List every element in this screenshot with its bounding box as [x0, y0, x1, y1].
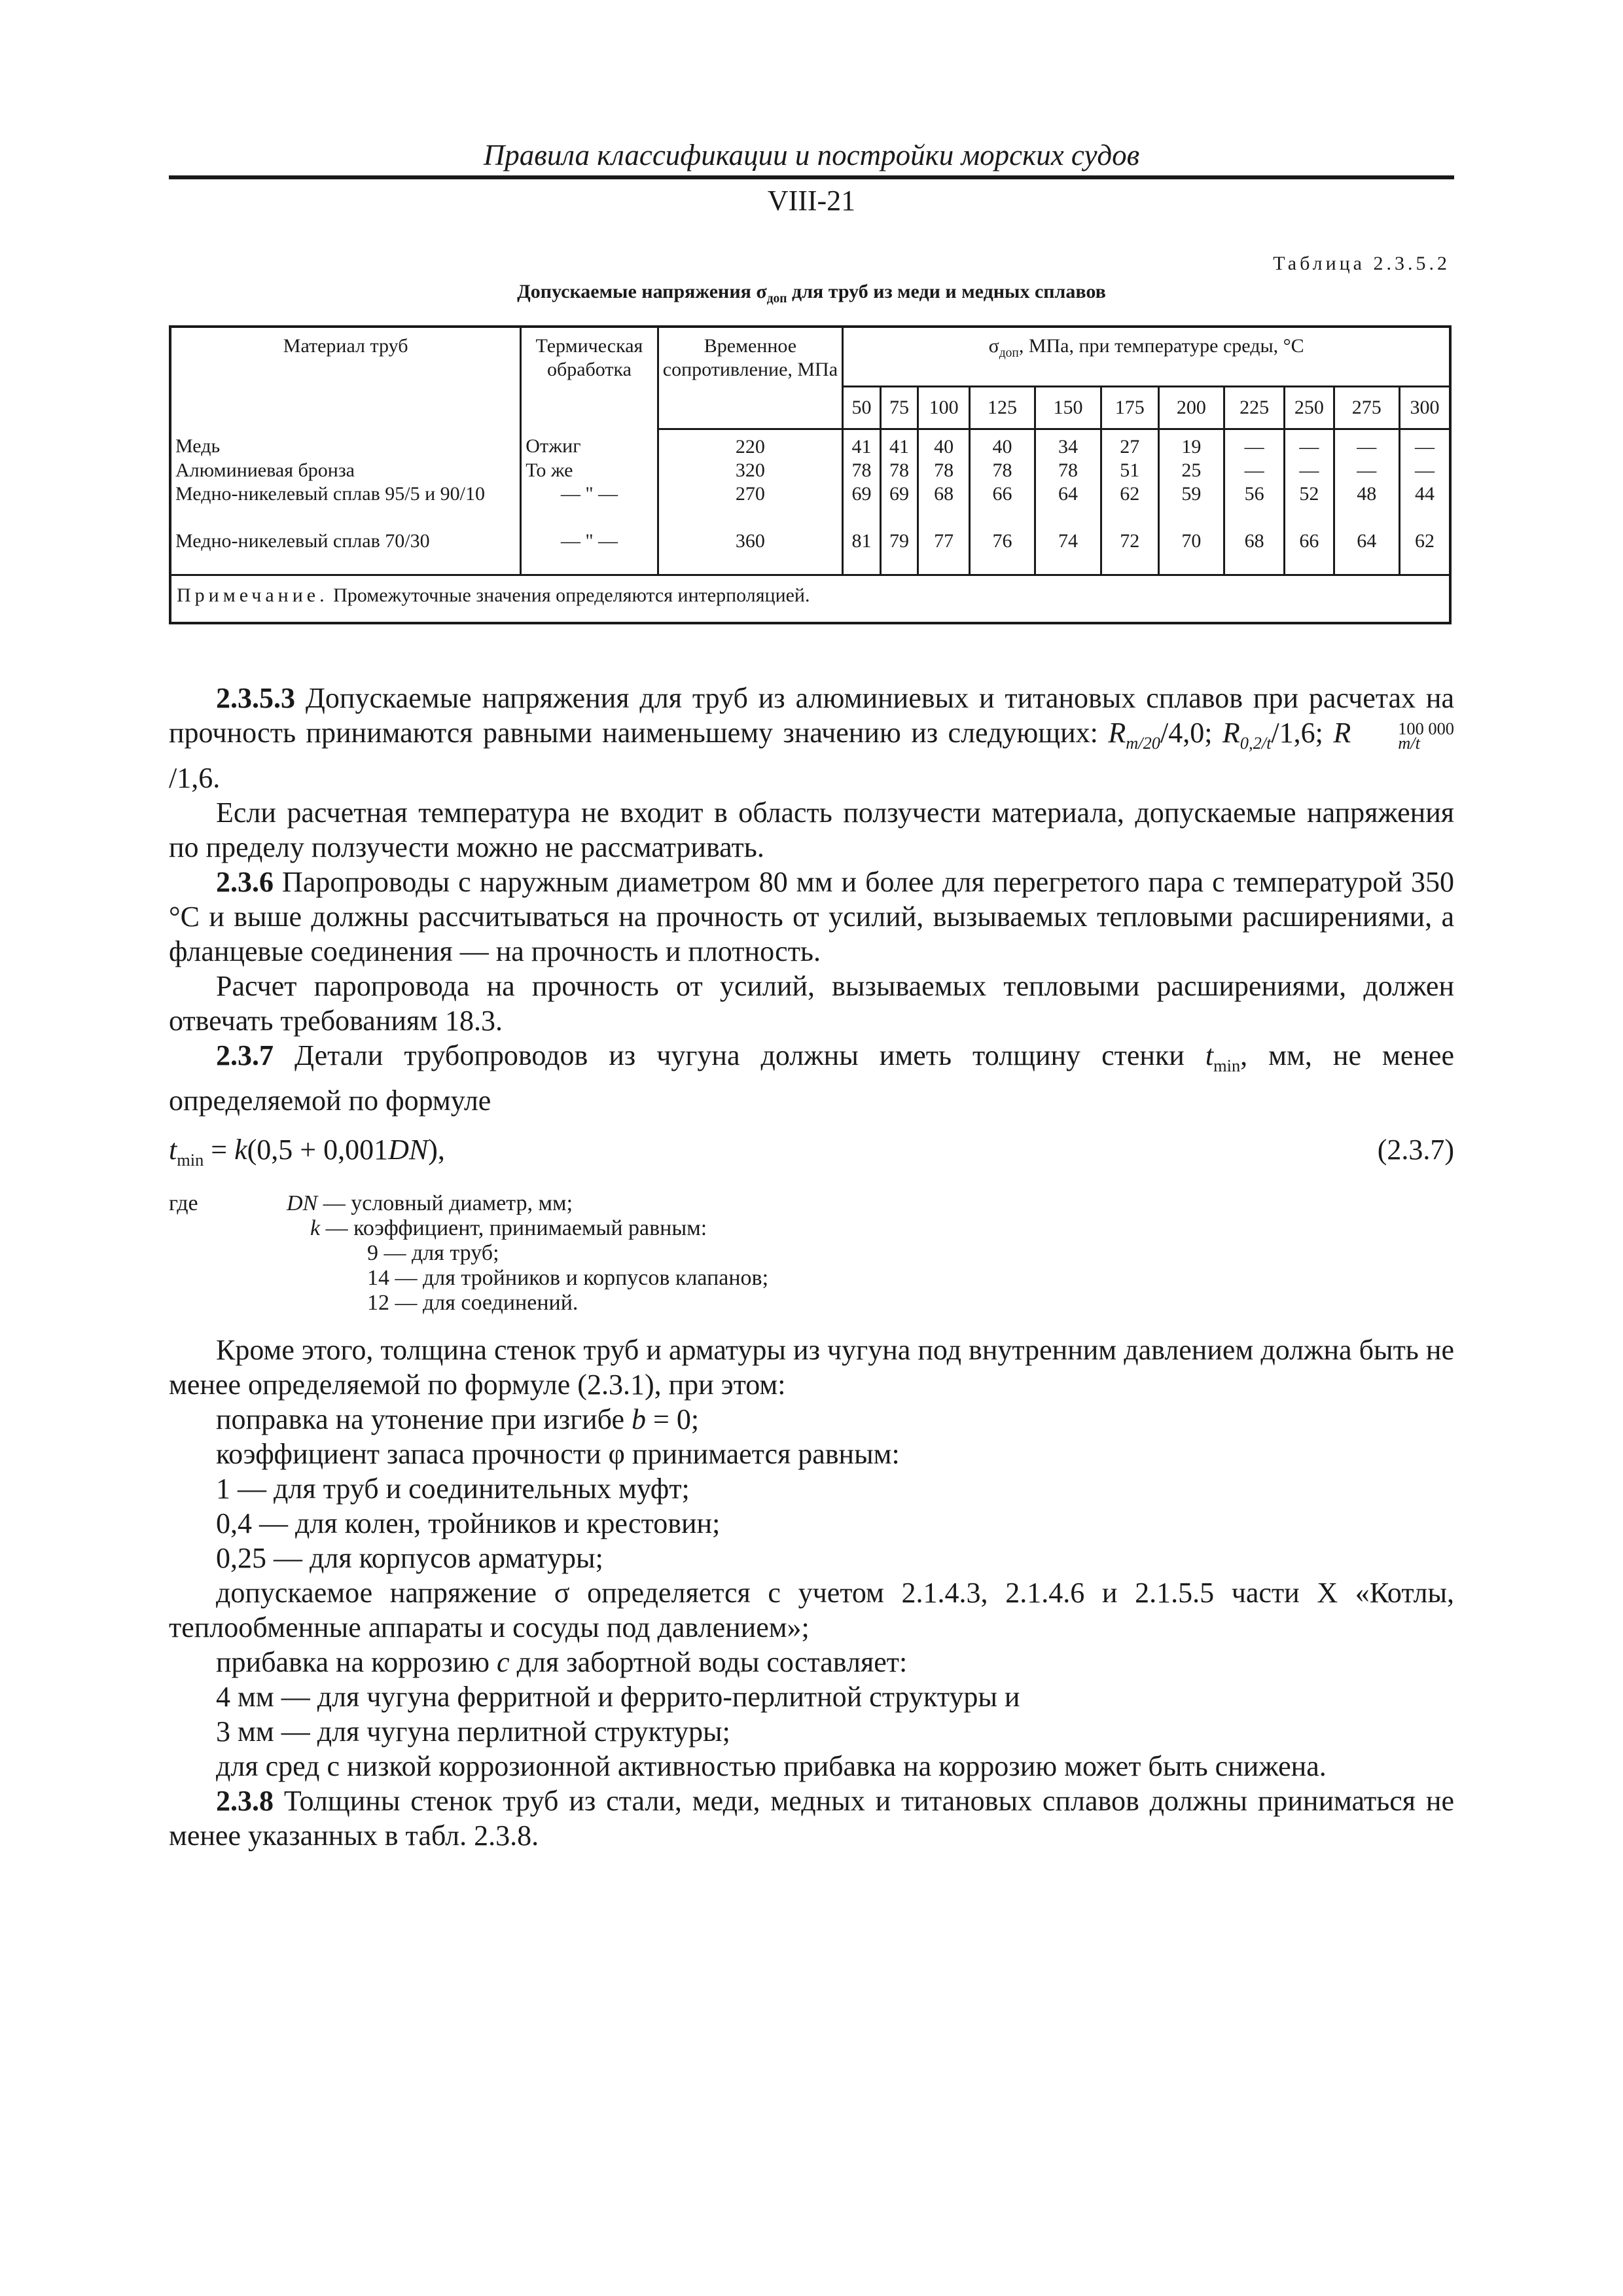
cell-value: 77: [918, 529, 969, 575]
paragraph-besides: Кроме этого, толщина стенок труб и арматуры из чугуна под внутренним давлением должна быть не менее определяемой по формуле (2.3.1), при этом:: [169, 1334, 1454, 1401]
cell-value: —: [1415, 459, 1435, 481]
cell-value: 78: [1035, 459, 1101, 482]
note-label: Примечание.: [177, 584, 329, 606]
cell-value: 70: [1158, 529, 1224, 575]
temp-header: 300: [1400, 387, 1449, 429]
cell-value: 78: [969, 459, 1035, 482]
cell-value: 78: [918, 459, 969, 482]
header-material: Материал труб: [171, 328, 521, 429]
temp-header: 200: [1158, 387, 1224, 429]
cell-value: 64: [1334, 529, 1399, 575]
header-treatment: Термическая обработка: [521, 328, 658, 429]
temp-header: 150: [1035, 387, 1101, 429]
cell-value: 69: [880, 482, 918, 529]
table-label: Таблица 2.3.5.2: [1273, 253, 1450, 274]
cell-material: Алюминиевая бронза: [171, 459, 521, 482]
legend-k-14: 14 — для тройников и корпусов клапанов;: [367, 1266, 769, 1291]
cell-value: 62: [1415, 530, 1435, 552]
temp-header: 275: [1334, 387, 1399, 429]
item-phi-025: 0,25 — для корпусов арматуры;: [216, 1542, 603, 1575]
cell-value: —: [1224, 459, 1285, 482]
cell-value: 40: [918, 429, 969, 459]
page-number: VIII-21: [767, 185, 856, 217]
running-title: Правила классификации и постройки морских судов: [483, 139, 1140, 171]
cell-treatment: Отжиг: [521, 429, 658, 459]
item-corrosion: прибавка на коррозию c для забортной воды составляет:: [216, 1646, 908, 1679]
item-phi: коэффициент запаса прочности φ принимается равным:: [216, 1438, 900, 1471]
table-note: [171, 575, 1449, 617]
cell-value: 62: [1101, 482, 1158, 529]
cell-value: 64: [1035, 482, 1101, 529]
cell-value: 41: [843, 429, 881, 459]
table-row: [171, 482, 1449, 529]
cell-strength: 360: [658, 529, 843, 575]
item-sigma: допускаемое напряжение σ определяется с учетом 2.1.4.3, 2.1.4.6 и 2.1.5.5 части X «Котлы, теплообменные аппараты и сосуды под давлением»;: [169, 1577, 1454, 1644]
cell-value: 69: [843, 482, 881, 529]
section-2-3-6: 2.3.6 Паропроводы с наружным диаметром 80 мм и более для перегретого пара с температурой 350 °С и выше должны рассчитываться на прочность от усилий, вызываемых тепловыми расширениями, а фланцевые соединения — на прочность и плотность.: [169, 865, 1454, 967]
formula-expression: $t_{min} = k(0,5 + 0,001DN)$,: [169, 1133, 445, 1170]
paragraph-calc: Расчет паропровода на прочность от усилий, вызываемых тепловыми расширениями, должен отвечать требованиям 18.3.: [169, 969, 1454, 1037]
section-2-3-5-3: 2.3.5.3 Допускаемые напряжения для труб из алюминиевых и титановых сплавов при расчетах на прочность принимаются равными наименьшему значению из следующих: $R_{m/20}/4,0$; $R_{0,2/t}/1,6$; R 100 000 m/t /1,6.: [169, 682, 1454, 794]
formula-number: (2.3.7): [1377, 1133, 1454, 1166]
cell-value: 68: [1224, 529, 1285, 575]
cell-value: 79: [880, 529, 918, 575]
cell-value: 72: [1101, 529, 1158, 575]
item-4mm: 4 мм — для чугуна ферритной и феррито-перлитной структуры и: [216, 1681, 1020, 1713]
cell-value: —: [1285, 459, 1334, 482]
cell-value: 52: [1285, 482, 1334, 529]
formula-legend: [169, 1191, 1454, 1316]
cell-value: —: [1334, 429, 1399, 459]
cell-value: 27: [1101, 429, 1158, 459]
temp-header: 125: [969, 387, 1035, 429]
item-phi-04: 0,4 — для колен, тройников и крестовин;: [216, 1507, 721, 1540]
cell-value: —: [1285, 429, 1334, 459]
table-row: [171, 459, 1449, 482]
temp-header: 175: [1101, 387, 1158, 429]
table-title: Допускаемые напряжения $\sigma_{доп}$ для труб из меди и медных сплавов: [517, 281, 1106, 306]
header-strength: Временное сопротивление, МПа: [658, 328, 843, 429]
cell-value: 56: [1224, 482, 1285, 529]
cell-value: —: [1224, 429, 1285, 459]
cell-value: 40: [969, 429, 1035, 459]
cell-treatment: — " —: [521, 529, 658, 575]
temp-header: 75: [880, 387, 918, 429]
legend-k-12: 12 — для соединений.: [367, 1291, 579, 1316]
cell-value: 25: [1158, 459, 1224, 482]
cell-value: 81: [843, 529, 881, 575]
item-bend-allowance: поправка на утонение при изгибе b = 0;: [216, 1403, 700, 1436]
cell-value: 34: [1035, 429, 1101, 459]
cell-treatment: То же: [521, 459, 658, 482]
legend-k-9: 9 — для труб;: [367, 1241, 499, 1266]
cell-strength: 220: [658, 429, 843, 459]
section-2-3-7: 2.3.7 Детали трубопроводов из чугуна должны иметь толщину стенки $t_{min}$, мм, не менее определяемой по формуле: [169, 1039, 1454, 1117]
cell-value: 19: [1158, 429, 1224, 459]
cell-value: 66: [1285, 529, 1334, 575]
cell-material: Медно-никелевый сплав 95/5 и 90/10: [171, 482, 521, 529]
cell-value: 41: [880, 429, 918, 459]
stress-table: [169, 325, 1452, 624]
body-text: [169, 681, 1454, 1853]
cell-value: 78: [880, 459, 918, 482]
cell-strength: 270: [658, 482, 843, 529]
legend-dn: DN — условный диаметр, мм;: [287, 1191, 573, 1216]
temp-header: 100: [918, 387, 969, 429]
header-rule: [169, 175, 1454, 179]
temp-header: 250: [1285, 387, 1334, 429]
temp-header: 225: [1224, 387, 1285, 429]
cell-value: 68: [918, 482, 969, 529]
note-text: Промежуточные значения определяются интерполяцией.: [328, 584, 810, 606]
cell-value: 48: [1334, 482, 1399, 529]
cell-value: 78: [843, 459, 881, 482]
cell-value: 51: [1101, 459, 1158, 482]
temp-header: 50: [843, 387, 881, 429]
item-3mm: 3 мм — для чугуна перлитной структуры;: [216, 1715, 730, 1748]
item-phi-1: 1 — для труб и соединительных муфт;: [216, 1473, 690, 1505]
cell-value: 59: [1158, 482, 1224, 529]
header-sigma: $\sigma_{доп}$, МПа, при температуре среды, °С: [843, 328, 1449, 387]
table-row: [171, 529, 1449, 575]
cell-material: Медь: [171, 429, 521, 459]
cell-value: 74: [1035, 529, 1101, 575]
cell-value: —: [1334, 459, 1399, 482]
cell-strength: 320: [658, 459, 843, 482]
cell-value: 44: [1415, 483, 1435, 505]
paragraph-creep: Если расчетная температура не входит в область ползучести материала, допускаемые напряжения по пределу ползучести можно не рассматривать.: [169, 796, 1454, 863]
cell-value: —: [1415, 436, 1435, 457]
section-2-3-8: 2.3.8 Толщины стенок труб из стали, меди, медных и титановых сплавов должны приниматься не менее указанных в табл. 2.3.8.: [169, 1785, 1454, 1852]
cell-material: Медно-никелевый сплав 70/30: [171, 529, 521, 575]
legend-k: k — коэффициент, принимаемый равным:: [310, 1216, 707, 1241]
where-label: где: [169, 1191, 198, 1216]
cell-treatment: — " —: [521, 482, 658, 529]
table-note-row: [171, 575, 1449, 617]
formula-2-3-7: [169, 1132, 1454, 1177]
cell-value: 66: [969, 482, 1035, 529]
item-low-activity: для сред с низкой коррозионной активностью прибавка на коррозию может быть снижена.: [216, 1750, 1327, 1783]
cell-value: 76: [969, 529, 1035, 575]
table-row: [171, 429, 1449, 459]
